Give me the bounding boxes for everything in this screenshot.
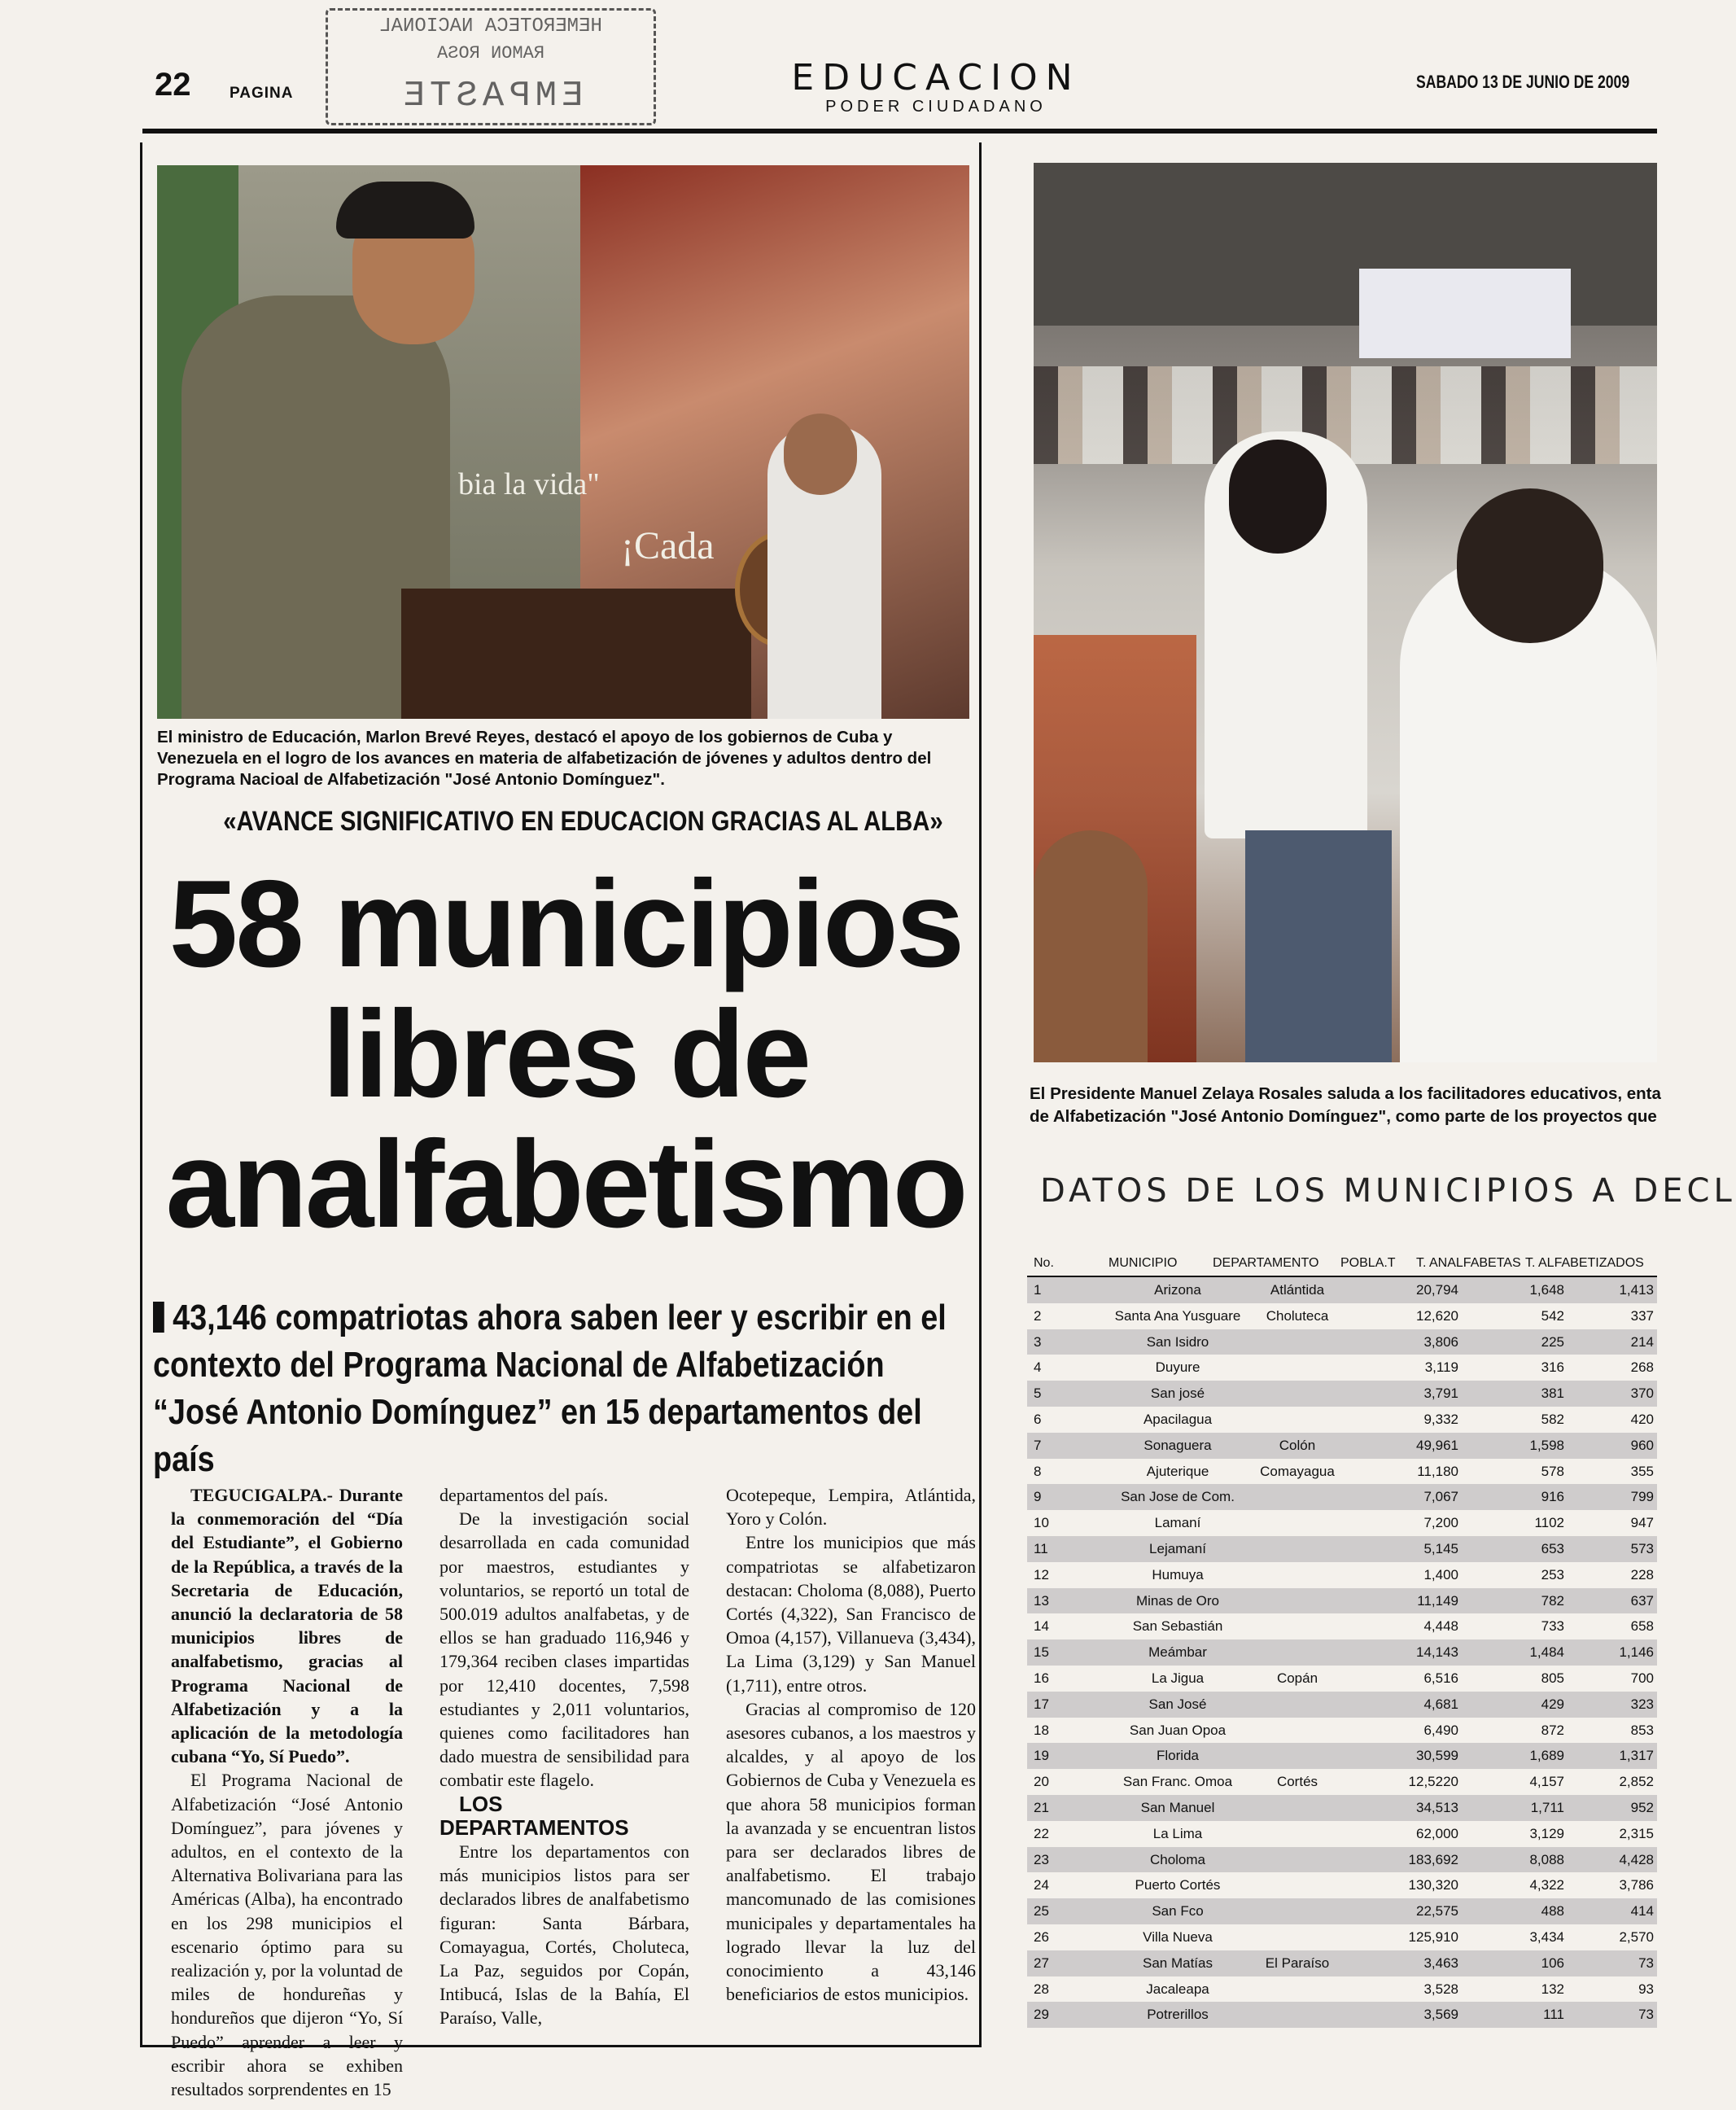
cell-no: 10 bbox=[1034, 1515, 1049, 1531]
cell-no: 17 bbox=[1034, 1696, 1049, 1712]
cell-alfabetizados: 573 bbox=[1630, 1540, 1654, 1556]
page-number: 22 bbox=[155, 67, 191, 103]
col-header-no: No. bbox=[1034, 1256, 1054, 1270]
body-paragraph: Entre los departamentos con más municipios listos para ser declarados libres de analfabetismo figuran: Santa Bárbara, Comayagua, Cortés, Choluteca, La Paz, seguidos por Copán, Intibucá, Islas de la Bahía, El Paraíso, Valle, bbox=[439, 1841, 689, 2029]
cell-alfabetizados: 960 bbox=[1630, 1437, 1654, 1453]
dateline: TEGUCIGALPA.- bbox=[190, 1485, 333, 1505]
cell-municipio: San Juan Opoa bbox=[1129, 1722, 1227, 1738]
cell-municipio: La Jigua bbox=[1151, 1670, 1205, 1686]
cell-alfabetizados: 214 bbox=[1630, 1333, 1654, 1350]
table-row bbox=[1027, 1666, 1657, 1692]
cell-no: 8 bbox=[1034, 1463, 1042, 1479]
table-row bbox=[1027, 1381, 1657, 1407]
table-row bbox=[1027, 1433, 1657, 1459]
kicker: «AVANCE SIGNIFICATIVO EN EDUCACION GRACIAS AL ALBA» bbox=[223, 806, 943, 837]
cell-analfabetas: 316 bbox=[1541, 1359, 1564, 1376]
cell-poblacion: 14,143 bbox=[1416, 1644, 1458, 1661]
cell-poblacion: 22,575 bbox=[1416, 1903, 1458, 1920]
cell-analfabetas: 1,648 bbox=[1529, 1282, 1564, 1298]
cell-poblacion: 12,620 bbox=[1416, 1307, 1458, 1324]
table-row bbox=[1027, 1718, 1657, 1744]
cell-no: 13 bbox=[1034, 1592, 1049, 1609]
body-paragraph: Entre los municipios que más compatriotas se alfabetizaron destacan: Choloma (8,088), Puerto Cortés (4,322), San Francisco de Omoa (4,157), Villanueva (3,434), La Lima (3,129) y San Manuel (1,711), entre otros. bbox=[726, 1532, 976, 1696]
cell-poblacion: 4,681 bbox=[1423, 1696, 1458, 1712]
cell-alfabetizados: 658 bbox=[1630, 1618, 1654, 1635]
cell-no: 28 bbox=[1034, 1981, 1049, 1997]
cell-analfabetas: 111 bbox=[1543, 2007, 1564, 2023]
cell-municipio: Arizona bbox=[1154, 1282, 1201, 1298]
headline-line-2: libres de bbox=[321, 985, 810, 1123]
cell-alfabetizados: 947 bbox=[1630, 1515, 1654, 1531]
cell-analfabetas: 872 bbox=[1541, 1722, 1564, 1738]
cell-alfabetizados: 3,786 bbox=[1619, 1877, 1654, 1893]
cell-municipio: Santa Ana Yusguare bbox=[1114, 1307, 1241, 1324]
cell-municipio: Meámbar bbox=[1148, 1644, 1207, 1661]
table-row bbox=[1027, 1976, 1657, 2003]
cell-no: 26 bbox=[1034, 1928, 1049, 1945]
table-row bbox=[1027, 1639, 1657, 1666]
cell-poblacion: 3,463 bbox=[1423, 1955, 1458, 1971]
cell-no: 27 bbox=[1034, 1955, 1049, 1971]
cell-analfabetas: 3,434 bbox=[1529, 1928, 1564, 1945]
cell-municipio: San josé bbox=[1150, 1386, 1205, 1402]
stamp-line-3: EMPASTE bbox=[398, 76, 584, 116]
crowd-photo bbox=[1034, 163, 1657, 1062]
table-row bbox=[1027, 1872, 1657, 1898]
cell-analfabetas: 4,157 bbox=[1529, 1774, 1564, 1790]
body-paragraph: Ocotepeque, Lempira, Atlántida, Yoro y Colón. bbox=[726, 1485, 976, 1530]
headline bbox=[159, 855, 973, 1254]
cell-departamento: Colón bbox=[1279, 1437, 1316, 1453]
body-column-3 bbox=[726, 1483, 976, 2006]
page-label: PAGINA bbox=[230, 85, 294, 102]
cell-poblacion: 7,067 bbox=[1423, 1489, 1458, 1505]
table-row bbox=[1027, 1847, 1657, 1873]
cell-municipio: San Matías bbox=[1143, 1955, 1213, 1971]
table-title: DATOS DE LOS MUNICIPIOS A DECL bbox=[1040, 1172, 1736, 1210]
cell-analfabetas: 782 bbox=[1541, 1592, 1564, 1609]
cell-alfabetizados: 853 bbox=[1630, 1722, 1654, 1738]
cell-municipio: San Jose de Com. bbox=[1121, 1489, 1235, 1505]
cell-municipio: San Manuel bbox=[1140, 1799, 1215, 1815]
cell-no: 24 bbox=[1034, 1877, 1049, 1893]
cell-alfabetizados: 370 bbox=[1630, 1386, 1654, 1402]
stamp-line-2: RAMON ROSA bbox=[436, 43, 545, 63]
cell-alfabetizados: 1,146 bbox=[1619, 1644, 1654, 1661]
table-row bbox=[1027, 1898, 1657, 1924]
body-paragraph: El Programa Nacional de Alfabetización “José Antonio Domínguez”, para jóvenes y adultos, en el contexto de la Alternativa Bolivariana para las Américas (Alba), ha encontrado en los 298 municipios el escenario óptimo para su realización y, por la voluntad de miles de hondureñas y hondureños que dijeron “Yo, Sí Puedo” aprender a leer y escribir ahora se exhiben resultados sorprendentes en 15 bbox=[171, 1770, 403, 2100]
cell-poblacion: 49,961 bbox=[1416, 1437, 1458, 1453]
cell-analfabetas: 132 bbox=[1541, 1981, 1564, 1997]
col-header-municipio: MUNICIPIO bbox=[1109, 1256, 1178, 1270]
cell-poblacion: 183,692 bbox=[1408, 1851, 1458, 1867]
cell-analfabetas: 253 bbox=[1541, 1566, 1564, 1582]
table-row bbox=[1027, 2002, 1657, 2028]
body-paragraph: departamentos del país. bbox=[439, 1485, 609, 1505]
issue-date: SABADO 13 DE JUNIO DE 2009 bbox=[1416, 72, 1630, 92]
subheadline-text: 43,146 compatriotas ahora saben leer y escribir en el contexto del Programa Nacional de Alfabetización “José Antonio Domínguez” en 15 departamentos del país bbox=[153, 1298, 947, 1479]
cell-analfabetas: 225 bbox=[1541, 1333, 1564, 1350]
table-header bbox=[1027, 1251, 1657, 1277]
cell-analfabetas: 488 bbox=[1541, 1903, 1564, 1920]
col-header-alfabetizados: T. ALFABETIZADOS bbox=[1525, 1256, 1644, 1270]
cell-departamento: Comayagua bbox=[1260, 1463, 1335, 1479]
table-row bbox=[1027, 1795, 1657, 1821]
cell-analfabetas: 106 bbox=[1541, 1955, 1564, 1971]
section-heading: LOS DEPARTAMENTOS bbox=[439, 1791, 629, 1840]
cell-poblacion: 3,806 bbox=[1423, 1333, 1458, 1350]
cell-no: 25 bbox=[1034, 1903, 1049, 1920]
col-header-poblacion: POBLA.T bbox=[1340, 1256, 1396, 1270]
cell-analfabetas: 805 bbox=[1541, 1670, 1564, 1686]
cell-alfabetizados: 414 bbox=[1630, 1903, 1654, 1920]
table-row bbox=[1027, 1769, 1657, 1795]
cell-municipio: San Franc. Omoa bbox=[1122, 1774, 1233, 1790]
cell-alfabetizados: 2,852 bbox=[1619, 1774, 1654, 1790]
cell-alfabetizados: 73 bbox=[1638, 2007, 1654, 2023]
table-row bbox=[1027, 1821, 1657, 1847]
stamp-line-1: HEMEROTECA NACIONAL bbox=[379, 15, 602, 37]
cell-analfabetas: 4,322 bbox=[1529, 1877, 1564, 1893]
cell-no: 2 bbox=[1034, 1307, 1042, 1324]
cell-no: 11 bbox=[1034, 1540, 1048, 1556]
cell-municipio: Minas de Oro bbox=[1135, 1592, 1220, 1609]
cell-no: 3 bbox=[1034, 1333, 1042, 1350]
header-rule bbox=[142, 129, 1657, 134]
col-header-departamento: DEPARTAMENTO bbox=[1213, 1256, 1319, 1270]
bullet-square bbox=[153, 1302, 164, 1333]
cell-analfabetas: 1,484 bbox=[1529, 1644, 1564, 1661]
cell-analfabetas: 916 bbox=[1541, 1489, 1564, 1505]
cell-municipio: Villa Nueva bbox=[1143, 1928, 1213, 1945]
table-row bbox=[1027, 1613, 1657, 1639]
cell-alfabetizados: 2,315 bbox=[1619, 1825, 1654, 1841]
cell-no: 23 bbox=[1034, 1851, 1049, 1867]
cell-no: 18 bbox=[1034, 1722, 1049, 1738]
cell-poblacion: 4,448 bbox=[1423, 1618, 1458, 1635]
cell-alfabetizados: 637 bbox=[1630, 1592, 1654, 1609]
subheadline bbox=[153, 1294, 972, 1483]
cell-alfabetizados: 2,570 bbox=[1619, 1928, 1654, 1945]
cell-analfabetas: 582 bbox=[1541, 1411, 1564, 1427]
cell-poblacion: 1,400 bbox=[1423, 1566, 1458, 1582]
table-row bbox=[1027, 1277, 1657, 1303]
cell-municipio: Potrerillos bbox=[1147, 2007, 1209, 2023]
municipios-table bbox=[1027, 1251, 1657, 2028]
col-header-analfabetas: T. ANALFABETAS bbox=[1416, 1256, 1521, 1270]
minister-photo bbox=[157, 165, 969, 719]
cell-alfabetizados: 1,317 bbox=[1619, 1748, 1654, 1764]
cell-no: 12 bbox=[1034, 1566, 1049, 1582]
cell-alfabetizados: 323 bbox=[1630, 1696, 1654, 1712]
table-row bbox=[1027, 1950, 1657, 1976]
cell-analfabetas: 8,088 bbox=[1529, 1851, 1564, 1867]
cell-poblacion: 7,200 bbox=[1423, 1515, 1458, 1531]
cell-departamento: Atlántida bbox=[1270, 1282, 1325, 1298]
cell-municipio: Sonaguera bbox=[1143, 1437, 1212, 1453]
cell-analfabetas: 1,598 bbox=[1529, 1437, 1564, 1453]
headline-line-1: 58 municipios bbox=[168, 855, 963, 993]
cell-alfabetizados: 1,413 bbox=[1619, 1282, 1654, 1298]
cell-analfabetas: 1,689 bbox=[1529, 1748, 1564, 1764]
cell-no: 4 bbox=[1034, 1359, 1042, 1376]
cell-no: 9 bbox=[1034, 1489, 1042, 1505]
cell-poblacion: 3,791 bbox=[1423, 1386, 1458, 1402]
table-row bbox=[1027, 1743, 1657, 1769]
table-row bbox=[1027, 1510, 1657, 1536]
cell-alfabetizados: 93 bbox=[1638, 1981, 1654, 1997]
photo2-caption bbox=[1030, 1083, 1661, 1128]
cell-poblacion: 30,599 bbox=[1416, 1748, 1458, 1764]
cell-alfabetizados: 420 bbox=[1630, 1411, 1654, 1427]
cell-poblacion: 11,180 bbox=[1417, 1463, 1458, 1479]
cell-municipio: Florida bbox=[1157, 1748, 1199, 1764]
table-row bbox=[1027, 1355, 1657, 1381]
cell-analfabetas: 429 bbox=[1541, 1696, 1564, 1712]
banner-text-1: bia la vida" bbox=[458, 467, 600, 501]
cell-analfabetas: 1102 bbox=[1534, 1515, 1564, 1531]
cell-analfabetas: 381 bbox=[1541, 1386, 1564, 1402]
cell-no: 22 bbox=[1034, 1825, 1049, 1841]
cell-no: 6 bbox=[1034, 1411, 1042, 1427]
cell-alfabetizados: 700 bbox=[1630, 1670, 1654, 1686]
cell-alfabetizados: 73 bbox=[1638, 1955, 1654, 1971]
body-paragraph: De la investigación social desarrollada en cada comunidad por maestros, estudiantes y voluntarios, se reportó un total de 500.019 adultos analfabetas, y de ellos se han graduado 116,946 y 179,364 reciben clases impartidas por 12,410 docentes, 7,598 estudiantes y 2,011 voluntarios, quienes como facilitadores han dado muestra de sensibilidad para combatir este flagelo. bbox=[439, 1508, 689, 1791]
body-paragraph: Gracias al compromiso de 120 asesores cubanos, a los maestros y alcaldes, y al apoyo de los Gobiernos de Cuba y Venezuela es que ahora 58 municipios forman la avanzada y se encuentran listos para ser declarados libres de analfabetismo. El trabajo mancomunado de las comisiones municipales y departamentales ha logrado llevar la luz del conocimiento a 43,146 beneficiarios de estos municipios. bbox=[726, 1698, 976, 2005]
section-subtitle: PODER CIUDADANO bbox=[825, 98, 1047, 116]
cell-no: 19 bbox=[1034, 1748, 1049, 1764]
body-column-2 bbox=[439, 1483, 689, 2030]
podium bbox=[401, 589, 751, 719]
cell-alfabetizados: 337 bbox=[1630, 1307, 1654, 1324]
cell-alfabetizados: 268 bbox=[1630, 1359, 1654, 1376]
cell-poblacion: 12,5220 bbox=[1408, 1774, 1458, 1790]
cell-no: 7 bbox=[1034, 1437, 1042, 1453]
banner-text-2: ¡Cada bbox=[621, 524, 715, 567]
table-body bbox=[1027, 1277, 1657, 2028]
cell-poblacion: 3,528 bbox=[1423, 1981, 1458, 1997]
cell-municipio: Duyure bbox=[1155, 1359, 1200, 1376]
cell-analfabetas: 653 bbox=[1541, 1540, 1564, 1556]
library-stamp bbox=[326, 8, 656, 125]
cell-departamento: Copán bbox=[1276, 1670, 1318, 1686]
table-row bbox=[1027, 1562, 1657, 1588]
cell-no: 14 bbox=[1034, 1618, 1049, 1635]
cell-no: 5 bbox=[1034, 1386, 1042, 1402]
cell-alfabetizados: 799 bbox=[1630, 1489, 1654, 1505]
cell-analfabetas: 733 bbox=[1541, 1618, 1564, 1635]
cell-poblacion: 130,320 bbox=[1408, 1877, 1458, 1893]
cell-departamento: Cortés bbox=[1276, 1774, 1318, 1790]
cell-poblacion: 34,513 bbox=[1416, 1799, 1458, 1815]
cell-no: 29 bbox=[1034, 2007, 1049, 2023]
lead-paragraph: Durante la conmemoración del “Día del Estudiante”, el Gobierno de la República, a través de la Secretaria de Educación, anunció la declaratoria de 58 municipios libres de analfabetismo, gracias al Programa Nacional de Alfabetización y a la aplicación de la metodología cubana “Yo, Sí Puedo”. bbox=[171, 1485, 403, 1767]
table-row bbox=[1027, 1303, 1657, 1329]
table-row bbox=[1027, 1407, 1657, 1433]
headline-line-3: analfabetismo bbox=[165, 1115, 966, 1254]
table-row bbox=[1027, 1459, 1657, 1485]
cell-municipio: Lamaní bbox=[1154, 1515, 1201, 1531]
cell-poblacion: 6,516 bbox=[1423, 1670, 1458, 1686]
cell-poblacion: 125,910 bbox=[1408, 1928, 1458, 1945]
cell-poblacion: 3,119 bbox=[1424, 1359, 1458, 1376]
section-title: EDUCACION bbox=[791, 57, 1081, 98]
cell-municipio: Puerto Cortés bbox=[1135, 1877, 1221, 1893]
photo1-caption: El ministro de Educación, Marlon Brevé Reyes, destacó el apoyo de los gobiernos de Cuba y Venezuela en el logro de los avances en materia de alfabetización de jóvenes y adultos dentro del Programa Nacioal de Alfabetización "José Antonio Domínguez". bbox=[157, 728, 932, 789]
cell-municipio: Jacaleapa bbox=[1146, 1981, 1209, 1997]
cell-municipio: San Sebastián bbox=[1132, 1618, 1223, 1635]
cell-no: 1 bbox=[1034, 1282, 1042, 1298]
cell-municipio: Apacilagua bbox=[1143, 1411, 1213, 1427]
cell-alfabetizados: 4,428 bbox=[1619, 1851, 1654, 1867]
cell-municipio: San Fco bbox=[1152, 1903, 1204, 1920]
table-row bbox=[1027, 1588, 1657, 1614]
cell-no: 21 bbox=[1034, 1799, 1049, 1815]
cell-analfabetas: 578 bbox=[1541, 1463, 1564, 1479]
cell-analfabetas: 542 bbox=[1541, 1307, 1564, 1324]
cell-poblacion: 9,332 bbox=[1423, 1411, 1458, 1427]
cell-poblacion: 11,149 bbox=[1417, 1592, 1458, 1609]
cell-poblacion: 5,145 bbox=[1423, 1540, 1458, 1556]
cell-poblacion: 3,569 bbox=[1423, 2007, 1458, 2023]
cell-municipio: Choloma bbox=[1149, 1851, 1206, 1867]
cell-poblacion: 20,794 bbox=[1416, 1282, 1458, 1298]
cell-analfabetas: 3,129 bbox=[1529, 1825, 1564, 1841]
cell-alfabetizados: 355 bbox=[1630, 1463, 1654, 1479]
table-row bbox=[1027, 1484, 1657, 1510]
cell-poblacion: 6,490 bbox=[1423, 1722, 1458, 1738]
table-row bbox=[1027, 1329, 1657, 1355]
cell-municipio: San Isidro bbox=[1146, 1333, 1209, 1350]
table-row bbox=[1027, 1692, 1657, 1718]
table-row bbox=[1027, 1536, 1657, 1562]
photo2-caption-line-2: de Alfabetización "José Antonio Domínguez", como parte de los proyectos que bbox=[1030, 1107, 1657, 1126]
cell-analfabetas: 1,711 bbox=[1530, 1799, 1564, 1815]
table-row bbox=[1027, 1924, 1657, 1950]
cell-alfabetizados: 952 bbox=[1630, 1799, 1654, 1815]
cell-municipio: Humuya bbox=[1152, 1566, 1204, 1582]
cell-municipio: Ajuterique bbox=[1146, 1463, 1209, 1479]
photo2-caption-line-1: El Presidente Manuel Zelaya Rosales saluda a los facilitadores educativos, enta bbox=[1030, 1084, 1661, 1103]
cell-no: 16 bbox=[1034, 1670, 1049, 1686]
projection-screen bbox=[1359, 269, 1571, 358]
cell-departamento: El Paraíso bbox=[1265, 1955, 1330, 1971]
cell-municipio: La Lima bbox=[1152, 1825, 1203, 1841]
cell-municipio: Lejamaní bbox=[1149, 1540, 1206, 1556]
body-column-1 bbox=[171, 1483, 403, 2101]
cell-alfabetizados: 228 bbox=[1630, 1566, 1654, 1582]
cell-municipio: San José bbox=[1148, 1696, 1207, 1712]
cell-poblacion: 62,000 bbox=[1416, 1825, 1458, 1841]
cell-no: 20 bbox=[1034, 1774, 1049, 1790]
cell-departamento: Choluteca bbox=[1266, 1307, 1329, 1324]
cell-no: 15 bbox=[1034, 1644, 1049, 1661]
